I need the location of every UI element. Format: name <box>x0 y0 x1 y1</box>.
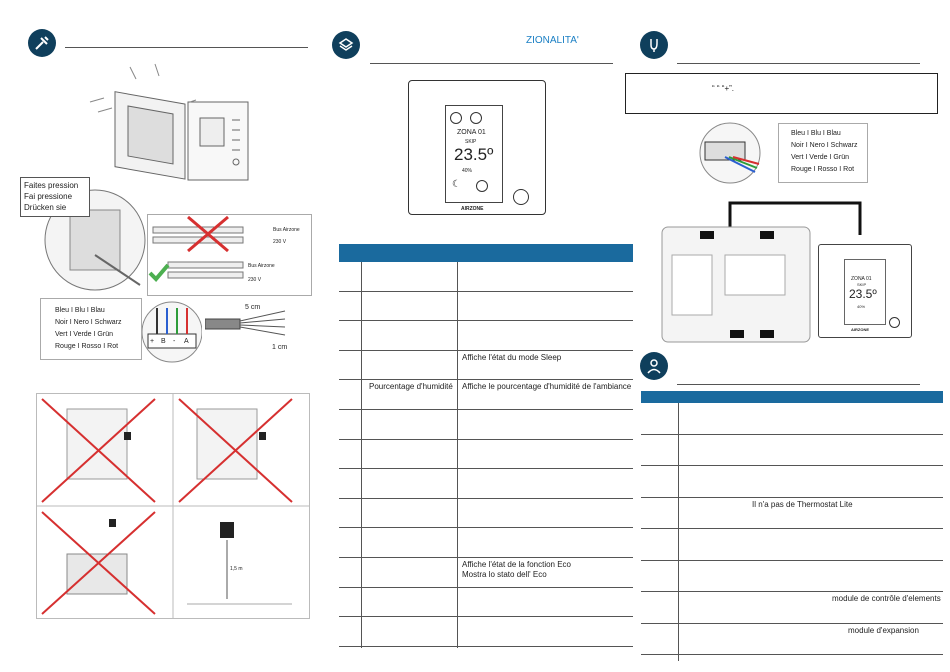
airzone-logo: AIRZONE <box>461 206 484 212</box>
zone3-label: ZONA 01 <box>851 276 872 282</box>
v230-label-top: 230 V <box>273 239 287 245</box>
table2-row <box>339 410 633 440</box>
table3-row <box>641 435 943 467</box>
bus-label-bottom: Bus Airzone <box>248 263 275 269</box>
section-rule-4 <box>677 384 920 385</box>
terminal-plus: + <box>150 338 155 345</box>
table3-text: module d'expansion <box>848 625 919 635</box>
check-icon <box>150 265 168 279</box>
thermostat-screen <box>445 105 503 203</box>
legend-black: Noir I Nero I Schwarz <box>55 319 122 326</box>
legend-red: Rouge I Rosso I Rot <box>55 343 119 350</box>
layers-badge-icon <box>332 31 360 59</box>
table3-text: module de contrôle d'elements <box>832 594 941 603</box>
sleep-icon: ☾ <box>452 179 461 190</box>
table2-row <box>339 292 633 322</box>
table2-row <box>339 499 633 529</box>
dim-5cm: 5 cm <box>245 304 261 311</box>
wire-legend <box>40 298 142 360</box>
table2-row <box>339 469 633 499</box>
legend3-green: Vert I Verde I Grün <box>791 154 849 161</box>
press-label-de: Drücken sie <box>24 203 67 212</box>
terminal-minus: - <box>173 338 176 345</box>
power-button-3[interactable] <box>889 317 900 328</box>
wire-legend-3 <box>778 123 868 183</box>
table2-row <box>339 440 633 470</box>
user-badge-icon <box>640 352 668 380</box>
table3-text: Il n'a pas de Thermostat Lite <box>752 499 853 509</box>
terminal-detail-drawing <box>695 122 765 184</box>
section-rule-3 <box>677 63 920 64</box>
table2-desc: Affiche l'état du mode Sleep <box>462 352 562 362</box>
table2-row <box>339 528 633 558</box>
legend-green: Vert I Verde I Grün <box>55 331 113 338</box>
table2-row <box>339 262 633 292</box>
thermostat-device-3 <box>818 244 912 338</box>
section-rule-2 <box>370 63 613 64</box>
zone-label: ZONA 01 <box>457 129 486 136</box>
placement-grid <box>36 393 310 619</box>
table2-row <box>339 321 633 351</box>
press-label-it: Fai pressione <box>24 192 73 201</box>
table3-row <box>641 529 943 561</box>
press-callout <box>20 177 90 217</box>
legend3-red: Rouge I Rosso I Rot <box>791 166 855 173</box>
terminal-a: A <box>184 338 189 345</box>
table3-row <box>641 561 943 593</box>
table2-row <box>339 617 633 647</box>
temperature: 23.5º <box>454 145 494 164</box>
table3-row <box>641 403 943 435</box>
connection-badge-icon <box>640 31 668 59</box>
table3-header <box>641 391 943 403</box>
placement-drawings <box>37 394 309 618</box>
terminal-block-drawing <box>142 298 202 370</box>
note-box <box>625 73 938 114</box>
press-label-fr: Faites pression <box>24 181 79 190</box>
bus-label-top: Bus Airzone <box>273 227 300 233</box>
leaf-icon <box>470 112 482 124</box>
height-label: 1,5 m <box>230 566 243 572</box>
power-button[interactable] <box>513 189 529 205</box>
section-rule <box>65 47 308 48</box>
legend3-black: Noir I Nero I Schwarz <box>791 142 858 149</box>
legend-blue: Bleu I Blu I Blau <box>55 307 105 314</box>
table2-header <box>339 244 633 262</box>
sub-label: SKIP <box>465 139 477 145</box>
table2-desc: Affiche l'état de la fonction Eco Mostra lo stato dell' Eco <box>462 560 572 579</box>
thermostat-device <box>408 80 546 215</box>
table2-name: Pourcentage d'humidité <box>369 382 453 392</box>
v230-label-bottom: 230 V <box>248 277 262 283</box>
table3-row <box>641 466 943 498</box>
stop-icon <box>450 112 462 124</box>
airzone3-logo: AIRZONE <box>851 327 869 332</box>
cable-comparison-panel <box>147 214 312 296</box>
clock-icon <box>476 180 488 192</box>
table2-desc: Affiche le pourcentage d'humidité de l'ambiance <box>462 382 632 392</box>
table2-row <box>339 588 633 618</box>
legend3-blue: Bleu I Blu I Blau <box>791 130 841 137</box>
brand-title: ZIONALITA' <box>526 35 579 46</box>
thermostat3-screen <box>844 259 886 325</box>
terminal-b: B <box>161 338 166 345</box>
dim-1cm: 1 cm <box>272 344 288 351</box>
humidity: 40% <box>462 168 473 174</box>
sub3-label: SKIP <box>857 282 867 287</box>
tools-badge-icon <box>28 29 56 57</box>
installation-drawing <box>60 62 310 192</box>
temperature-3: 23.5º <box>849 287 877 301</box>
humidity-3: 40% <box>857 304 866 309</box>
note-text: “ “ “+”. <box>712 84 734 93</box>
